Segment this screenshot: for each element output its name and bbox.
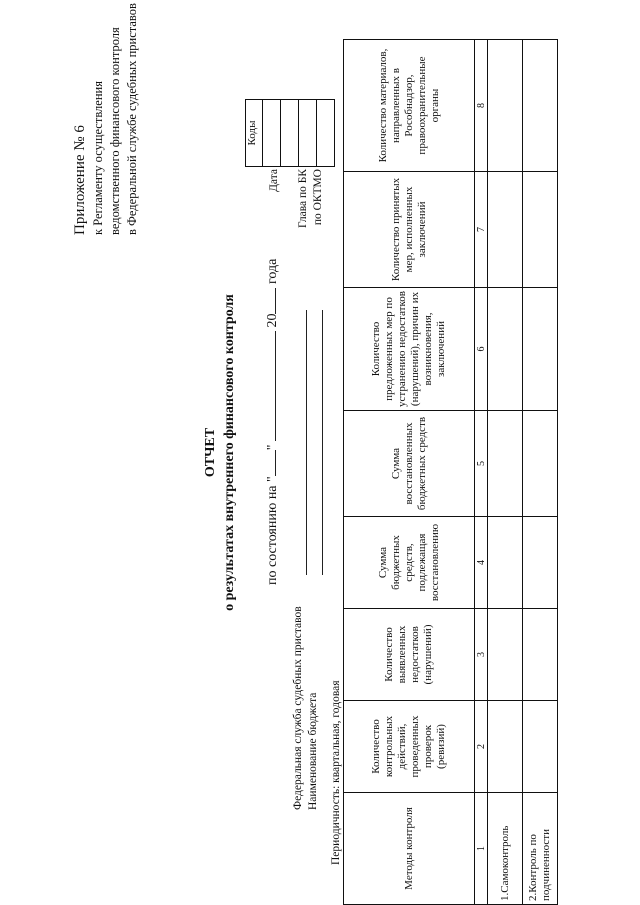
value-cell xyxy=(523,40,558,172)
org-name: Федеральная служба судебных приставов xyxy=(292,606,304,810)
table-row xyxy=(523,40,558,905)
appendix-number: Приложение № 6 xyxy=(72,125,88,235)
value-cell xyxy=(523,609,558,701)
budget-name: Наименование бюджета xyxy=(307,692,319,810)
column-number-row xyxy=(475,40,488,905)
column-number: 1 xyxy=(475,793,488,905)
value-cell xyxy=(488,40,523,172)
value-cell xyxy=(523,172,558,288)
extra-code-cell xyxy=(317,100,335,167)
method-cell: 1.Самоконтроль xyxy=(488,793,523,905)
quote-close: " xyxy=(265,444,280,451)
value-cell xyxy=(488,609,523,701)
as-of-prefix: по состоянию на " xyxy=(265,476,280,585)
appendix-line-2: ведомственного финансового контроля xyxy=(108,27,122,235)
month-blank xyxy=(261,331,276,441)
value-cell xyxy=(488,701,523,793)
report-subtitle: о результатах внутреннего финансового контроля xyxy=(222,294,237,611)
column-number: 7 xyxy=(475,172,488,288)
year-suffix: года xyxy=(265,258,280,285)
header-cell: Сумма восстановленных бюджетных средств xyxy=(344,411,475,517)
report-date-line xyxy=(261,259,281,585)
table-header-row xyxy=(344,40,475,905)
table-row xyxy=(488,40,523,905)
column-number: 2 xyxy=(475,701,488,793)
value-cell xyxy=(523,701,558,793)
header-cell: Сумма бюджетных средств, подлежащая восстановлению xyxy=(344,517,475,609)
date-code-cell xyxy=(263,100,281,167)
year-blank xyxy=(261,288,276,314)
codes-table xyxy=(262,99,335,167)
method-cell: 2.Контроль по подчиненности xyxy=(523,793,558,905)
header-cell: Количество принятых мер, исполненных заключений xyxy=(344,172,475,288)
periodicity: Периодичность: квартальная, годовая xyxy=(330,680,342,865)
column-number: 8 xyxy=(475,40,488,172)
codes-header: Коды xyxy=(245,99,263,167)
org-underline xyxy=(306,310,307,575)
header-cell: Методы контроля xyxy=(344,793,475,905)
header-cell: Количество предложенных мер по устранению недостатков (нарушений), причин их возникновения, заключений xyxy=(344,288,475,411)
column-number: 4 xyxy=(475,517,488,609)
day-blank xyxy=(261,450,276,476)
value-cell xyxy=(488,517,523,609)
column-number: 6 xyxy=(475,288,488,411)
value-cell xyxy=(488,288,523,411)
report-title: ОТЧЕТ xyxy=(203,427,218,478)
value-cell xyxy=(523,288,558,411)
column-number: 5 xyxy=(475,411,488,517)
appendix-line-3: в Федеральной службе судебных приставов xyxy=(125,3,139,235)
value-cell xyxy=(523,411,558,517)
year-prefix: 20 xyxy=(265,313,280,328)
oktmo-label: по ОКТМО xyxy=(312,169,324,226)
bk-code-cell xyxy=(281,100,299,167)
value-cell xyxy=(523,517,558,609)
value-cell xyxy=(488,411,523,517)
bk-label: Глава по БК xyxy=(297,169,309,228)
budget-underline xyxy=(322,310,323,575)
control-results-table xyxy=(343,39,558,905)
oktmo-code-cell xyxy=(299,100,317,167)
column-number: 3 xyxy=(475,609,488,701)
header-cell: Количество выявленных недостатков (нарушений) xyxy=(344,609,475,701)
appendix-block xyxy=(70,3,141,235)
value-cell xyxy=(488,172,523,288)
appendix-line-1: к Регламенту осуществления xyxy=(91,81,105,235)
header-cell: Количество контрольных действий, проведенных проверок (ревизий) xyxy=(344,701,475,793)
header-cell: Количество материалов, направленных в Рособнадзор, правоохранительные органы xyxy=(344,40,475,172)
date-label: Дата xyxy=(268,169,280,192)
